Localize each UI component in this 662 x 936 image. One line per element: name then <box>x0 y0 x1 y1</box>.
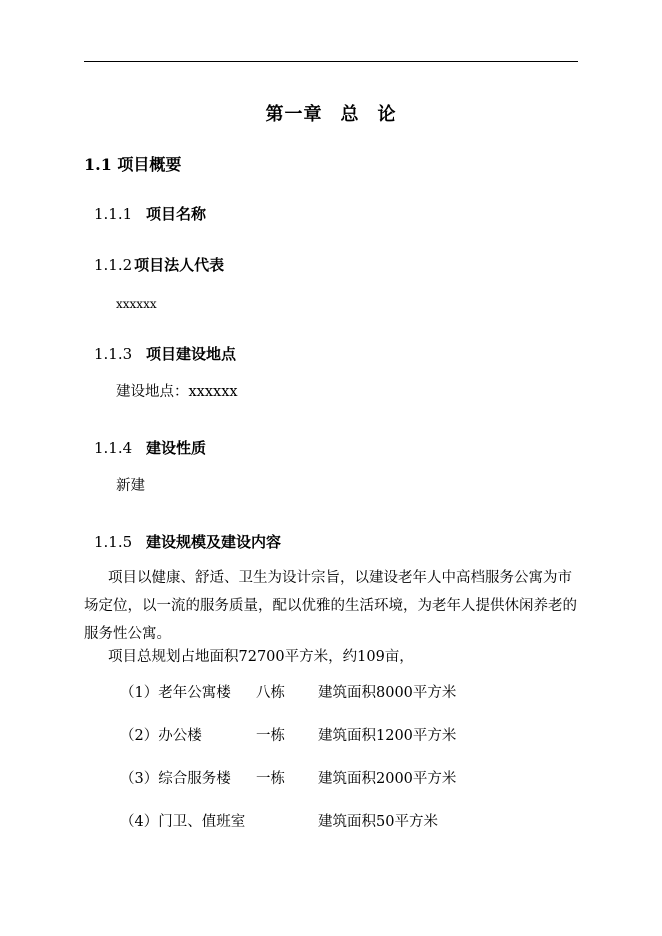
building-count: 一栋 <box>256 728 285 744</box>
subsection-title: 建设性质 <box>146 439 207 457</box>
building-area: 建筑面积50平方米 <box>318 814 438 830</box>
building-area: 建筑面积8000平方米 <box>318 685 457 701</box>
building-item <box>120 729 456 744</box>
building-label: （4）门卫、值班室 <box>120 814 246 830</box>
building-area: 建筑面积1200平方米 <box>318 728 457 744</box>
building-item <box>120 815 438 830</box>
subsection-heading-4 <box>94 441 206 456</box>
subsection-heading-2 <box>94 258 224 273</box>
subsection-number: 1.1.2 <box>94 256 133 274</box>
construction-nature-text: 新建 <box>116 478 145 494</box>
subsection-heading-5 <box>94 535 281 550</box>
subsection-title: 建设规模及建设内容 <box>146 533 282 551</box>
chapter-title <box>0 106 662 124</box>
building-item <box>120 772 456 787</box>
building-label: （1）老年公寓楼 <box>120 685 231 701</box>
chapter-title-part1: 第一章 <box>265 104 323 125</box>
building-label: （3）综合服务楼 <box>120 771 231 787</box>
subsection-title: 项目建设地点 <box>146 345 237 363</box>
subsection-number: 1.1.5 <box>94 533 133 551</box>
building-count: 一栋 <box>256 771 285 787</box>
chapter-title-part2: 总 <box>340 104 360 125</box>
chapter-title-part3: 论 <box>377 104 397 125</box>
header-rule <box>84 61 578 62</box>
legal-representative-value: xxxxxx <box>116 297 157 311</box>
scale-description-text: 项目以健康、舒适、卫生为设计宗旨，以建设老年人中高档服务公寓为市场定位，以一流的服务质量，配以优雅的生活环境，为老年人提供休闲养老的服务性公寓。 <box>84 570 577 642</box>
building-label: （2）办公楼 <box>120 728 202 744</box>
subsection-number: 1.1.3 <box>94 345 133 363</box>
building-item <box>120 686 456 701</box>
scale-description-paragraph <box>84 564 578 648</box>
subsection-heading-1 <box>94 207 206 222</box>
building-area: 建筑面积2000平方米 <box>318 771 457 787</box>
subsection-heading-3 <box>94 347 236 362</box>
subsection-title: 项目法人代表 <box>134 256 225 274</box>
construction-location-text: 建设地点：xxxxxx <box>116 384 238 400</box>
subsection-title: 项目名称 <box>146 205 207 223</box>
subsection-number: 1.1.4 <box>94 439 133 457</box>
total-area-text: 项目总规划占地面积72700平方米，约109亩， <box>108 649 414 665</box>
subsection-number: 1.1.1 <box>94 205 133 223</box>
section-heading: 1.1 项目概要 <box>84 155 182 174</box>
building-count: 八栋 <box>256 685 285 701</box>
